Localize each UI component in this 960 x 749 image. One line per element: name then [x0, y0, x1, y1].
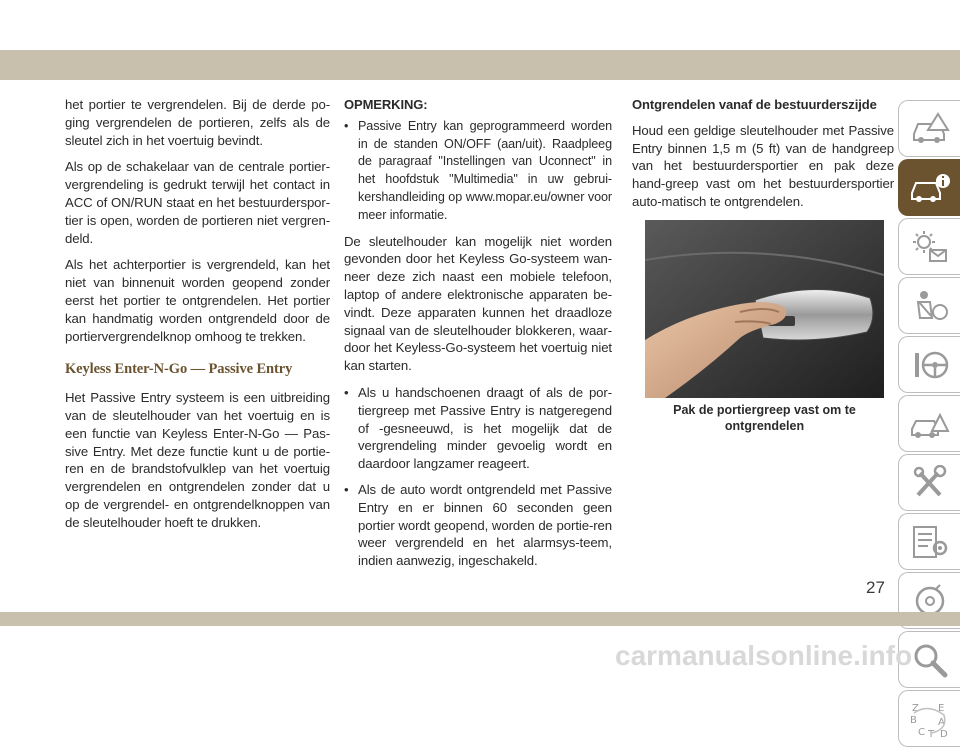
top-margin	[0, 0, 960, 50]
service-tools-icon	[910, 465, 950, 501]
page-number: 27	[866, 578, 885, 597]
list-item	[344, 118, 612, 225]
car-warning-icon	[910, 112, 950, 146]
tab-maintenance-checklist[interactable]	[898, 513, 960, 570]
paragraph: het portier te vergrendelen. Bij de derde po-ging vergrendelen de portieren, zelfs als de sleutel zich in het voertuig bevindt.	[65, 97, 330, 148]
paragraph: Als het achterportier is vergrendeld, kan het niet van binnenuit worden geopend zonder eerst het portier te ontgrendelen. Het portier kan handmatig worden ontgrendeld door de portiervergrendelknop omhoog te trekken.	[65, 257, 330, 344]
column-3	[632, 96, 894, 220]
list-item	[344, 384, 612, 473]
footer-band	[0, 612, 960, 626]
steering-wheel-icon	[910, 347, 950, 383]
bullet-list	[344, 384, 612, 570]
tab-steering-wheel[interactable]	[898, 336, 960, 393]
tab-car-warning[interactable]	[898, 100, 960, 157]
tab-car-info[interactable]	[898, 159, 960, 216]
index-letter: T	[927, 728, 934, 739]
seatbelt-airbag-icon	[910, 288, 950, 324]
watermark: carmanualsonline.info	[615, 640, 913, 671]
column-1	[65, 96, 330, 541]
paragraph: Houd een geldige sleutelhouder met Passive Entry binnen 1,5 m (5 ft) van de handgreep van het bestuurdersportier en pak deze hand-greep vast om het bestuurdersportier auto-matisch te ontgrendelen.	[632, 122, 894, 209]
bullet-icon: •	[344, 481, 349, 497]
paragraph: Als op de schakelaar van de centrale portier-vergrendeling is gedrukt terwijl het contact in ACC of ON/RUN staat en het bestuurderspor-tier is open, worden de portieren niet vergren-deld.	[65, 159, 330, 246]
paragraph: De sleutelhouder kan mogelijk niet worden gevonden door het Keyless Go-systeem wan-neer deze zich naast een mobiele telefoon, laptop of andere elektronische apparaten be-vindt. Deze apparaten kunnen het draadloze signaal van de sleutelhouder blokkeren, waar-door het Keyless-Go-systeem het voertuig niet kan starten.	[344, 233, 612, 374]
figure-caption: Pak de portiergreep vast om te ontgrendelen	[673, 403, 856, 433]
bullet-text: Als u handschoenen draagt of als de por-tiergreep met Passive Entry is natgeregend of -gesneeuwd, is het mogelijk dat de vergrendeling minder gevoelig wordt en daardoor langzamer reageert.	[358, 384, 612, 472]
section-heading: Keyless Enter-N-Go — Passive Entry	[65, 361, 293, 378]
tab-service-tools[interactable]	[898, 454, 960, 511]
index-letter: Z	[911, 702, 919, 714]
column-2	[344, 96, 612, 578]
index-letter: E	[937, 702, 944, 714]
subheading: Ontgrendelen vanaf de bestuurderszijde	[632, 97, 877, 112]
search-magnifier-icon	[910, 642, 950, 678]
index-letter: D	[939, 728, 948, 739]
maintenance-checklist-icon	[910, 524, 950, 560]
header-band	[0, 50, 960, 80]
note-text: Passive Entry kan geprogrammeerd worden in de standen ON/OFF (aan/uit). Raadpleeg de paragraaf "Instellingen van Uconnect" in het hoofdstuk "Multimedia" in uw gebrui-kershandleiding op www.mopar.eu/owner voor meer informatie.	[358, 118, 612, 222]
index-letter: C	[917, 726, 925, 738]
note-heading: OPMERKING:	[344, 97, 428, 112]
car-info-icon	[909, 171, 951, 205]
bullet-icon: •	[344, 384, 349, 400]
lights-icon	[910, 230, 950, 264]
door-handle-photo	[645, 220, 884, 398]
tab-hazard-car[interactable]	[898, 395, 960, 452]
list-item	[344, 481, 612, 570]
index-letter: A	[937, 716, 945, 728]
tab-seatbelt-airbag[interactable]	[898, 277, 960, 334]
paragraph: Het Passive Entry systeem is een uitbreiding van de sleutelhouder van het voertuig en is een functie van Keyless Enter-N-Go — Pas-sive Entry. Met deze functie kunt u de portie-ren en de brandstofvulklep van het voertuig vergrendelen en ontgrendelen zonder dat u op de vergrendel- en ontgrendelknoppen van de sleutelhouder hoeft te drukken.	[65, 390, 330, 530]
tab-lights[interactable]	[898, 218, 960, 275]
bullet-text: Als de auto wordt ontgrendeld met Passive Entry en er binnen 60 seconden geen portier wordt geopend, worden de portie-ren weer vergrendeld en het alarmsys-teem, indien aanwezig, ingeschakeld.	[358, 481, 612, 569]
tab-index[interactable]	[898, 690, 960, 747]
index-letters-icon	[908, 699, 952, 739]
bullet-icon: •	[344, 118, 349, 133]
index-letter: B	[909, 714, 917, 726]
hazard-car-icon	[910, 407, 950, 441]
note-list	[344, 118, 612, 225]
